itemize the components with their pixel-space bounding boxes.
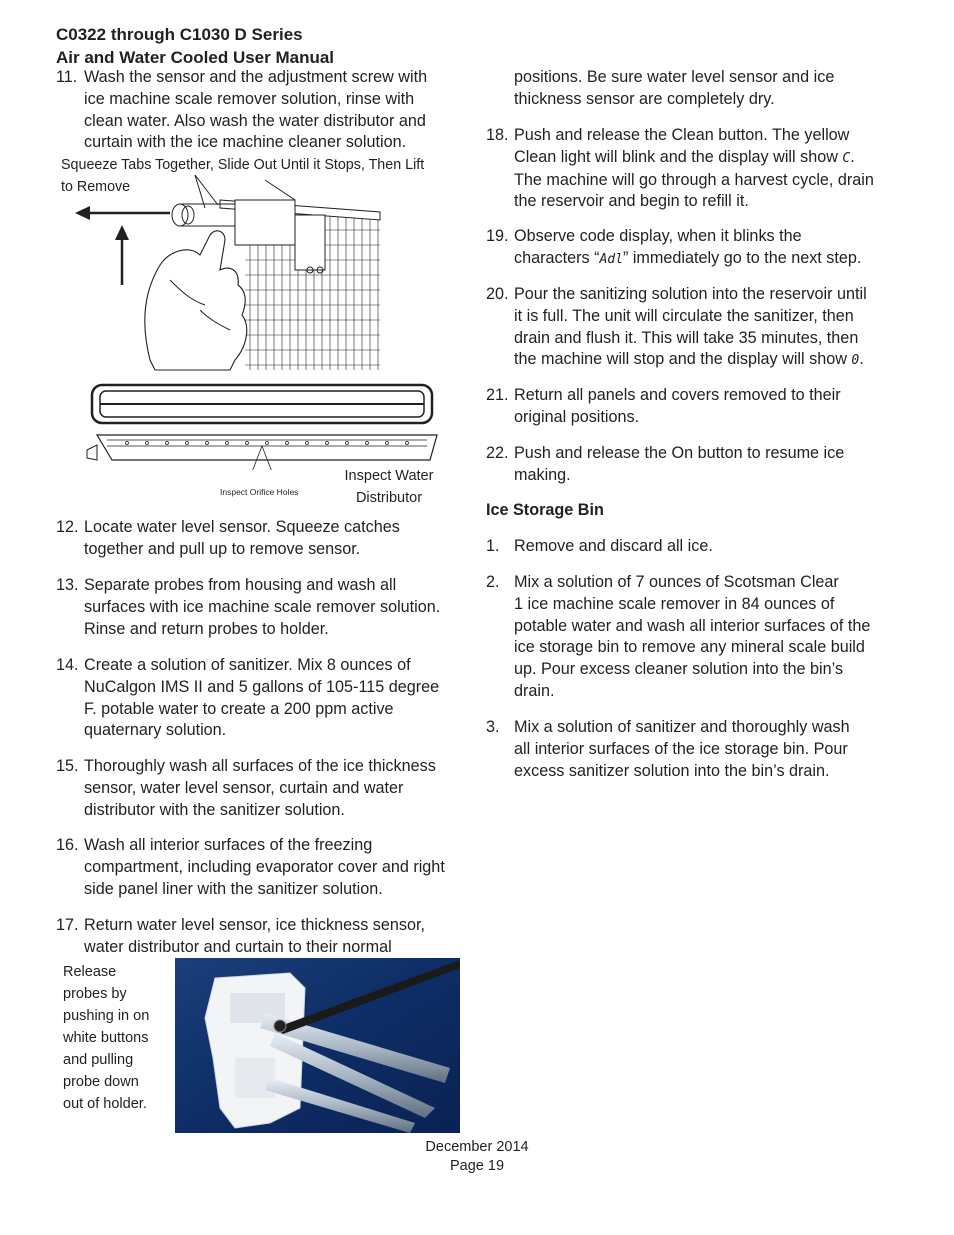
orifice-holes-label: Inspect Orifice Holes [220, 487, 299, 497]
step-number: 19. [486, 227, 509, 245]
step-text: potable water and wash all interior surfaces of the [514, 616, 871, 635]
step-text: . [850, 147, 855, 166]
step-number: 17. [56, 916, 79, 934]
step-number: 22. [486, 444, 509, 462]
step-text: positions. Be sure water level sensor and ice [514, 68, 835, 86]
step-text: characters “ [514, 248, 600, 267]
water-distributor-label [330, 465, 448, 509]
step-number: 14. [56, 656, 79, 674]
step-text: Mix a solution of sanitizer and thoroughly wash [514, 718, 850, 736]
step-number: 12. [56, 518, 79, 536]
step-text: water distributor and curtain to their normal [84, 937, 392, 956]
step-text: side panel liner with the sanitizer solution. [84, 879, 383, 898]
step-text-line [514, 147, 874, 170]
step-text: Push and release the Clean button. The yellow [514, 126, 850, 144]
step-text: Mix a solution of 7 ounces of Scotsman Clear [514, 573, 839, 591]
manual-subtitle: Air and Water Cooled User Manual [56, 48, 335, 67]
step-text: ” immediately go to the next step. [622, 248, 862, 267]
step-text: Return water level sensor, ice thickness sensor, [84, 916, 425, 934]
step-text: ice machine scale remover solution, rinse with [84, 89, 415, 108]
step-17-continued [514, 67, 914, 111]
step-text: The machine will go through a harvest cycle, drain [514, 170, 874, 189]
page-footer [377, 1138, 577, 1176]
step-text: Locate water level sensor. Squeeze catches [84, 518, 400, 536]
step-text: all interior surfaces of the ice storage bin. Pour [514, 739, 848, 758]
step-text: distributor with the sanitizer solution. [84, 800, 345, 819]
caption-line: probes by [63, 986, 127, 1002]
probe-release-caption [63, 961, 173, 1115]
step-number: 11. [56, 68, 78, 86]
step-text: quaternary solution. [84, 721, 227, 740]
step-text: clean water. Also wash the water distributor and [84, 111, 426, 130]
step-text: making. [514, 465, 571, 484]
step-text: it is full. The unit will circulate the sanitizer, then [514, 306, 854, 325]
label-line: Inspect Water [344, 468, 434, 484]
step-number: 15. [56, 757, 79, 775]
caption-line: Release [63, 964, 117, 980]
step-number: 3. [486, 718, 500, 736]
step-text: Rinse and return probes to holder. [84, 619, 329, 638]
step-text: thickness sensor are completely dry. [514, 89, 775, 108]
step-text: Separate probes from housing and wash all [84, 576, 397, 594]
display-code: Adl [599, 251, 623, 267]
step-text: Clean light will blink and the display will show [514, 147, 843, 166]
step-number: 21. [486, 386, 509, 404]
step-text: the machine will stop and the display will show [514, 350, 852, 369]
caption-line: and pulling [63, 1052, 134, 1068]
manual-title: C0322 through C1030 D Series [56, 25, 303, 44]
step-text: Wash all interior surfaces of the freezing [84, 836, 373, 854]
step-text: NuCalgon IMS II and 5 gallons of 105-115 degree [84, 677, 440, 696]
display-code: 0 [851, 353, 860, 369]
step-text: Create a solution of sanitizer. Mix 8 ounces of [84, 656, 411, 674]
step-text: curtain with the ice machine cleaner solution. [84, 133, 407, 152]
page-number: Page 19 [449, 1158, 505, 1174]
step-text: . [859, 350, 864, 369]
caption-line: out of holder. [63, 1096, 147, 1112]
step-text: sensor, water level sensor, curtain and water [84, 778, 404, 797]
step-number: 13. [56, 576, 79, 594]
step-text: drain and flush it. This will take 35 minutes, then [514, 328, 859, 347]
sensor-removal-illustration [70, 160, 390, 375]
step-number: 18. [486, 126, 509, 144]
caption-line: to Remove [61, 179, 131, 195]
caption-line: white buttons [63, 1030, 149, 1046]
step-text: surfaces with ice machine scale remover solution. [84, 597, 441, 616]
step-text: compartment, including evaporator cover and right [84, 857, 445, 876]
step-text: Pour the sanitizing solution into the reservoir until [514, 285, 867, 303]
step-text: Observe code display, when it blinks the [514, 227, 802, 245]
display-code: C [842, 150, 851, 166]
step-text: original positions. [514, 407, 640, 426]
caption-line: Squeeze Tabs Together, Slide Out Until it Stops, Then Lift [61, 157, 425, 173]
step-number: 1. [486, 537, 500, 555]
footer-date: December 2014 [425, 1139, 529, 1155]
step-text: excess sanitizer solution into the bin’s drain. [514, 761, 830, 780]
step-text: Return all panels and covers removed to their [514, 386, 841, 404]
label-line: Distributor [355, 490, 423, 506]
water-distributor-illustration [82, 380, 442, 470]
step-text-line [514, 349, 867, 372]
step-number: 20. [486, 285, 509, 303]
step-text: Remove and discard all ice. [514, 537, 713, 555]
probe-holder-photo [175, 958, 460, 1133]
ice-storage-bin-heading: Ice Storage Bin [486, 501, 604, 519]
step-text: Wash the sensor and the adjustment screw with [84, 68, 428, 86]
step-number: 2. [486, 573, 500, 591]
step-number: 16. [56, 836, 79, 854]
step-text: Push and release the On button to resume ice [514, 444, 845, 462]
step-text: the reservoir and begin to refill it. [514, 192, 749, 211]
step-text: ice storage bin to remove any mineral scale build [514, 638, 865, 657]
step-text: F. potable water to create a 200 ppm active [84, 699, 394, 718]
step-text: up. Pour excess cleaner solution into the bin’s [514, 660, 844, 679]
step-text: together and pull up to remove sensor. [84, 539, 361, 558]
step-text: drain. [514, 681, 555, 700]
caption-line: probe down [63, 1074, 139, 1090]
caption-line: pushing in on [63, 1008, 150, 1024]
step-text: 1 ice machine scale remover in 84 ounces of [514, 594, 835, 613]
step-text: Thoroughly wash all surfaces of the ice thickness [84, 757, 436, 775]
step-text-line [514, 248, 861, 271]
